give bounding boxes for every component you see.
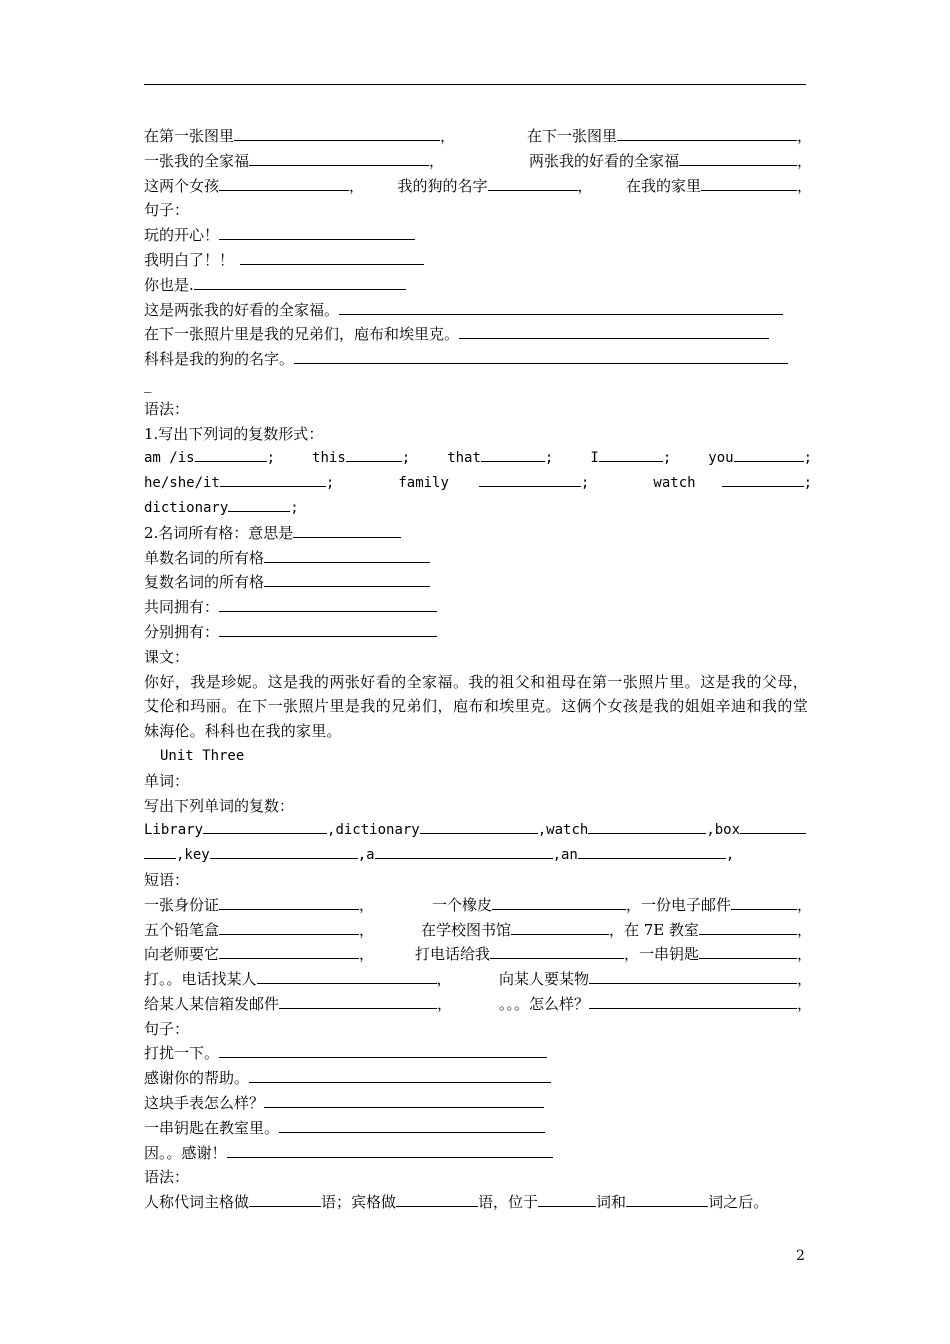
answer-blank[interactable]	[203, 818, 327, 834]
sentence-item: 这块手表怎么样？	[144, 1091, 814, 1116]
answer-blank[interactable]	[490, 943, 624, 959]
answer-blank[interactable]	[219, 894, 359, 910]
section-heading: 句子：	[144, 1019, 190, 1038]
question-1: 1.写出下列词的复数形式：	[144, 424, 324, 443]
section-heading: 单词：	[144, 771, 190, 790]
section-heading: 短语：	[144, 870, 190, 889]
sentence-item: 感谢你的帮助。	[144, 1066, 814, 1091]
pronoun-grammar: 人称代词主格做 语；宾格做 语，位于 词和 词之后。	[144, 1193, 769, 1212]
section-heading: 课文：	[144, 647, 190, 666]
answer-blank[interactable]	[699, 943, 797, 959]
possessive-item: 共同拥有：	[144, 595, 814, 620]
answer-blank[interactable]	[249, 1067, 551, 1083]
answer-blank[interactable]	[279, 993, 437, 1009]
plural-row-1: am /is ; this ; that ; I ; you ;	[144, 446, 812, 471]
phrase-row-2: 一张我的全家福 ， 两张我的好看的全家福 ，	[144, 151, 812, 170]
answer-blank[interactable]	[589, 993, 797, 1009]
section-heading: 语法：	[144, 399, 190, 418]
phrase-label: 在下一张图里	[526, 127, 617, 145]
sentence-item: 我明白了！！	[144, 248, 814, 273]
answer-blank[interactable]	[617, 125, 797, 141]
phrase-label: 在我的家里	[625, 176, 701, 195]
answer-blank[interactable]	[240, 249, 424, 265]
answer-blank[interactable]	[492, 894, 626, 910]
answer-blank[interactable]	[219, 175, 349, 191]
phrase-label: 一张我的全家福	[144, 151, 250, 170]
answer-blank[interactable]	[420, 818, 538, 834]
answer-blank[interactable]	[488, 175, 578, 191]
sentence-item: 这是两张我的好看的全家福。	[144, 298, 814, 323]
section-heading: 句子：	[144, 201, 190, 220]
answer-blank[interactable]	[227, 1142, 553, 1158]
sentence-item: 你也是.	[144, 273, 814, 298]
sentence-item: 在下一张照片里是我的兄弟们，庖布和埃里克。	[144, 322, 814, 347]
answer-blank[interactable]	[588, 818, 706, 834]
vocab-row-2: ,key ,a ,an ,	[144, 843, 814, 868]
vocab-row-1: Library ,dictionary ,watch ,box	[144, 818, 814, 843]
answer-blank[interactable]	[479, 471, 581, 487]
phrase-label: 在第一张图里	[144, 127, 235, 145]
sentence-item: 科科是我的狗的名字。	[144, 347, 814, 372]
answer-blank[interactable]	[538, 1191, 596, 1207]
overflow-mark: _	[144, 374, 152, 393]
sentence-item: 因。。感谢！	[144, 1141, 814, 1166]
answer-blank[interactable]	[722, 471, 804, 487]
answer-blank[interactable]	[459, 323, 769, 339]
answer-blank[interactable]	[219, 943, 359, 959]
answer-blank[interactable]	[195, 446, 267, 462]
answer-blank[interactable]	[219, 919, 359, 935]
possessive-item: 单数名词的所有格	[144, 546, 814, 571]
answer-blank[interactable]	[294, 348, 788, 364]
answer-blank[interactable]	[228, 496, 290, 512]
phrase-row-1: 在第一张图里 ， 在下一张图里 ，	[144, 127, 812, 145]
answer-blank[interactable]	[731, 894, 797, 910]
page-content	[144, 124, 814, 1215]
answer-blank[interactable]	[279, 1117, 545, 1133]
answer-blank[interactable]	[210, 843, 358, 859]
sentence-item: 玩的开心！	[144, 223, 814, 248]
answer-blank[interactable]	[578, 843, 726, 859]
answer-blank[interactable]	[219, 596, 437, 612]
header-rule	[144, 84, 806, 85]
unit-title: Unit Three	[160, 747, 245, 764]
answer-blank[interactable]	[264, 547, 430, 563]
sentence-item: 打扰一下。	[144, 1041, 814, 1066]
phrase-label: 我的狗的名字	[397, 176, 488, 195]
answer-blank[interactable]	[511, 919, 609, 935]
answer-blank[interactable]	[701, 175, 797, 191]
answer-blank[interactable]	[589, 968, 797, 984]
answer-blank[interactable]	[264, 1092, 544, 1108]
answer-blank[interactable]	[249, 1191, 321, 1207]
answer-blank[interactable]	[264, 571, 430, 587]
plural-prompt: 写出下列单词的复数：	[144, 796, 295, 815]
answer-blank[interactable]	[599, 446, 663, 462]
answer-blank[interactable]	[219, 224, 415, 240]
section-heading: 语法：	[144, 1168, 190, 1187]
phrase-label: 两张我的好看的全家福	[528, 151, 679, 170]
answer-blank[interactable]	[220, 471, 326, 487]
phrase-row-u3-2: 五个铅笔盒 ， 在学校图书馆 ，在 7E 教室 ，	[144, 920, 812, 939]
answer-blank[interactable]	[249, 150, 429, 166]
phrase-row-3: 这两个女孩 ， 我的狗的名字 ， 在我的家里 ，	[144, 176, 812, 195]
answer-blank[interactable]	[699, 919, 797, 935]
lesson-text: 你好，我是珍妮。这是我的两张好看的全家福。我的祖父和祖母在第一张照片里。这是我的父母，艾伦和玛丽。在下一张照片里是我的兄弟们，庖布和埃里克。这俩个女孩是我的姐姐辛迪和我的堂妹海伦。科科也在我的家里。	[144, 672, 808, 741]
answer-blank[interactable]	[293, 522, 401, 538]
possessive-item: 分别拥有：	[144, 620, 814, 645]
answer-blank[interactable]	[234, 125, 440, 141]
answer-blank[interactable]	[740, 818, 806, 834]
answer-blank[interactable]	[339, 299, 783, 315]
plural-row-3: dictionary ;	[144, 496, 814, 521]
possessive-item: 复数名词的所有格	[144, 570, 814, 595]
answer-blank[interactable]	[396, 1191, 478, 1207]
answer-blank[interactable]	[257, 968, 437, 984]
phrase-row-u3-3: 向老师要它 ， 打电话给我 ，一串钥匙 ，	[144, 945, 812, 964]
answer-blank[interactable]	[194, 274, 406, 290]
answer-blank[interactable]	[375, 843, 553, 859]
phrase-row-u3-5: 给某人某信箱发邮件 ， 。。。怎么样？ ，	[144, 994, 812, 1013]
phrase-row-u3-4: 打。。电话找某人 ， 向某人要某物 ，	[144, 970, 812, 989]
answer-blank[interactable]	[219, 621, 437, 637]
answer-blank[interactable]	[734, 446, 804, 462]
sentence-item: 一串钥匙在教室里。	[144, 1116, 814, 1141]
question-2: 2.名词所有格：意思是	[144, 521, 814, 546]
answer-blank[interactable]	[219, 1042, 547, 1058]
answer-blank[interactable]	[679, 150, 797, 166]
answer-blank[interactable]	[481, 446, 545, 462]
plural-row-2: he/she/it ; family ; watch ;	[144, 471, 812, 496]
phrase-row-u3-1: 一张身份证 ， 一个橡皮 ，一份电子邮件 ，	[144, 895, 812, 914]
page-number: 2	[796, 1248, 805, 1264]
answer-blank[interactable]	[626, 1191, 708, 1207]
answer-blank[interactable]	[144, 843, 176, 859]
phrase-label: 这两个女孩	[144, 176, 220, 195]
answer-blank[interactable]	[346, 446, 402, 462]
